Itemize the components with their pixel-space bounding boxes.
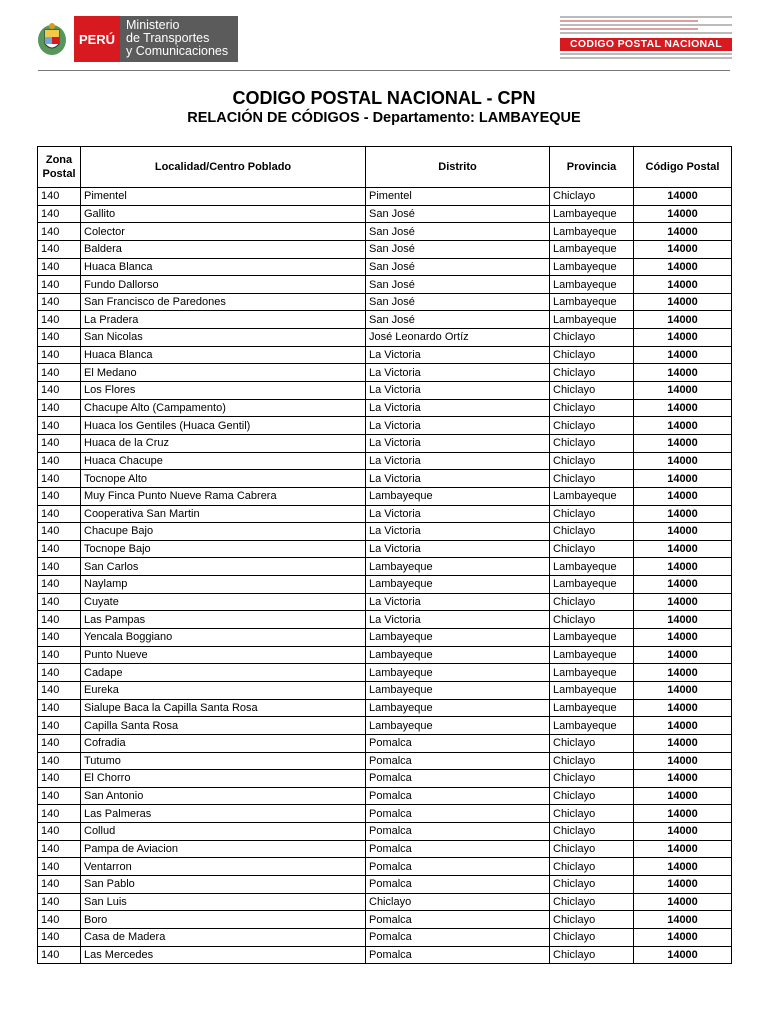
cell-provincia: Chiclayo: [550, 752, 634, 770]
cell-provincia: Chiclayo: [550, 734, 634, 752]
cell-codigo-postal: 14000: [634, 293, 732, 311]
cell-localidad: Cuyate: [81, 593, 366, 611]
cell-zona-postal: 140: [38, 293, 81, 311]
cell-distrito: La Victoria: [366, 470, 550, 488]
cell-localidad: Tutumo: [81, 752, 366, 770]
cell-zona-postal: 140: [38, 223, 81, 241]
cell-distrito: Pimentel: [366, 188, 550, 206]
cell-localidad: Colector: [81, 223, 366, 241]
cell-localidad: San Francisco de Paredones: [81, 293, 366, 311]
cell-codigo-postal: 14000: [634, 823, 732, 841]
cell-zona-postal: 140: [38, 717, 81, 735]
cell-provincia: Chiclayo: [550, 346, 634, 364]
cell-codigo-postal: 14000: [634, 487, 732, 505]
cell-zona-postal: 140: [38, 858, 81, 876]
cell-distrito: Pomalca: [366, 787, 550, 805]
cell-provincia: Lambayeque: [550, 717, 634, 735]
cell-distrito: Lambayeque: [366, 664, 550, 682]
table-row: [38, 946, 732, 964]
cell-provincia: Lambayeque: [550, 276, 634, 294]
cell-codigo-postal: 14000: [634, 311, 732, 329]
cell-distrito: San José: [366, 276, 550, 294]
cell-localidad: Boro: [81, 911, 366, 929]
cell-distrito: La Victoria: [366, 399, 550, 417]
cell-zona-postal: 140: [38, 276, 81, 294]
peru-label: PERÚ: [74, 16, 120, 62]
cell-provincia: Lambayeque: [550, 205, 634, 223]
cell-codigo-postal: 14000: [634, 875, 732, 893]
cell-codigo-postal: 14000: [634, 734, 732, 752]
cell-zona-postal: 140: [38, 382, 81, 400]
table-header-row: [38, 147, 732, 188]
cell-zona-postal: 140: [38, 593, 81, 611]
cell-distrito: Lambayeque: [366, 646, 550, 664]
cell-distrito: Lambayeque: [366, 699, 550, 717]
cell-zona-postal: 140: [38, 646, 81, 664]
table-row: [38, 276, 732, 294]
cell-codigo-postal: 14000: [634, 364, 732, 382]
table-row: [38, 681, 732, 699]
cell-provincia: Lambayeque: [550, 576, 634, 594]
cell-codigo-postal: 14000: [634, 505, 732, 523]
cell-codigo-postal: 14000: [634, 787, 732, 805]
cell-provincia: Lambayeque: [550, 558, 634, 576]
table-row: [38, 734, 732, 752]
table-row: [38, 205, 732, 223]
header-codigo-postal: Código Postal: [634, 147, 732, 188]
table-row: [38, 487, 732, 505]
cell-zona-postal: 140: [38, 611, 81, 629]
table-row: [38, 770, 732, 788]
cell-provincia: Lambayeque: [550, 681, 634, 699]
cell-codigo-postal: 14000: [634, 540, 732, 558]
cell-codigo-postal: 14000: [634, 646, 732, 664]
cell-codigo-postal: 14000: [634, 699, 732, 717]
cell-zona-postal: 140: [38, 523, 81, 541]
cell-distrito: Pomalca: [366, 875, 550, 893]
cell-zona-postal: 140: [38, 752, 81, 770]
cell-zona-postal: 140: [38, 188, 81, 206]
table-row: [38, 858, 732, 876]
cell-distrito: Pomalca: [366, 752, 550, 770]
cell-codigo-postal: 14000: [634, 593, 732, 611]
cell-distrito: La Victoria: [366, 434, 550, 452]
cell-localidad: Gallito: [81, 205, 366, 223]
cell-localidad: San Nicolas: [81, 329, 366, 347]
cell-zona-postal: 140: [38, 893, 81, 911]
cell-codigo-postal: 14000: [634, 205, 732, 223]
cell-zona-postal: 140: [38, 840, 81, 858]
cell-codigo-postal: 14000: [634, 576, 732, 594]
cell-localidad: Sialupe Baca la Capilla Santa Rosa: [81, 699, 366, 717]
cell-provincia: Lambayeque: [550, 646, 634, 664]
cell-localidad: Huaca los Gentiles (Huaca Gentil): [81, 417, 366, 435]
cell-localidad: Huaca Blanca: [81, 346, 366, 364]
cell-zona-postal: 140: [38, 258, 81, 276]
cell-distrito: Pomalca: [366, 840, 550, 858]
cell-provincia: Chiclayo: [550, 946, 634, 964]
table-body: [38, 188, 732, 964]
cell-distrito: Lambayeque: [366, 576, 550, 594]
cell-codigo-postal: 14000: [634, 928, 732, 946]
table-row: [38, 840, 732, 858]
header-localidad: Localidad/Centro Poblado: [81, 147, 366, 188]
table-row: [38, 505, 732, 523]
table-row: [38, 752, 732, 770]
cell-distrito: Pomalca: [366, 928, 550, 946]
table-row: [38, 452, 732, 470]
cell-distrito: San José: [366, 240, 550, 258]
cell-provincia: Chiclayo: [550, 470, 634, 488]
cell-zona-postal: 140: [38, 205, 81, 223]
cell-distrito: San José: [366, 205, 550, 223]
cell-zona-postal: 140: [38, 487, 81, 505]
cell-localidad: San Antonio: [81, 787, 366, 805]
table-row: [38, 470, 732, 488]
cell-distrito: La Victoria: [366, 346, 550, 364]
cell-localidad: Baldera: [81, 240, 366, 258]
cell-codigo-postal: 14000: [634, 664, 732, 682]
table-row: [38, 364, 732, 382]
cell-localidad: Naylamp: [81, 576, 366, 594]
cell-distrito: Lambayeque: [366, 629, 550, 647]
cell-localidad: Muy Finca Punto Nueve Rama Cabrera: [81, 487, 366, 505]
cell-zona-postal: 140: [38, 329, 81, 347]
cell-zona-postal: 140: [38, 434, 81, 452]
cell-localidad: Las Mercedes: [81, 946, 366, 964]
cell-codigo-postal: 14000: [634, 752, 732, 770]
cell-provincia: Chiclayo: [550, 823, 634, 841]
cell-distrito: Pomalca: [366, 823, 550, 841]
cell-codigo-postal: 14000: [634, 611, 732, 629]
cell-localidad: Collud: [81, 823, 366, 841]
cell-distrito: La Victoria: [366, 505, 550, 523]
cpn-badge: CODIGO POSTAL NACIONAL: [560, 38, 732, 51]
cell-distrito: La Victoria: [366, 382, 550, 400]
cell-codigo-postal: 14000: [634, 399, 732, 417]
cell-localidad: San Luis: [81, 893, 366, 911]
cell-zona-postal: 140: [38, 470, 81, 488]
cell-zona-postal: 140: [38, 346, 81, 364]
cell-provincia: Chiclayo: [550, 434, 634, 452]
cell-distrito: La Victoria: [366, 540, 550, 558]
table-row: [38, 382, 732, 400]
header-zona-postal: Zona Postal: [38, 147, 81, 188]
cell-localidad: Cooperativa San Martin: [81, 505, 366, 523]
cell-zona-postal: 140: [38, 558, 81, 576]
cell-codigo-postal: 14000: [634, 911, 732, 929]
table-row: [38, 629, 732, 647]
cell-codigo-postal: 14000: [634, 346, 732, 364]
cell-distrito: La Victoria: [366, 452, 550, 470]
cell-distrito: La Victoria: [366, 364, 550, 382]
header-divider: [38, 70, 730, 71]
cell-provincia: Lambayeque: [550, 311, 634, 329]
cell-zona-postal: 140: [38, 364, 81, 382]
cell-localidad: Pimentel: [81, 188, 366, 206]
cell-zona-postal: 140: [38, 664, 81, 682]
cell-localidad: Pampa de Aviacion: [81, 840, 366, 858]
cpn-logo-fine-print: [560, 16, 732, 38]
cpn-logo-fine-print-bottom: [560, 53, 732, 61]
cell-distrito: La Victoria: [366, 593, 550, 611]
cell-provincia: Lambayeque: [550, 487, 634, 505]
table-row: [38, 258, 732, 276]
cell-provincia: Chiclayo: [550, 805, 634, 823]
cell-distrito: Lambayeque: [366, 717, 550, 735]
cell-distrito: Pomalca: [366, 805, 550, 823]
table-row: [38, 875, 732, 893]
table-row: [38, 823, 732, 841]
cell-provincia: Chiclayo: [550, 505, 634, 523]
table-row: [38, 928, 732, 946]
table-row: [38, 346, 732, 364]
cell-provincia: Chiclayo: [550, 928, 634, 946]
table-row: [38, 523, 732, 541]
cell-provincia: Chiclayo: [550, 787, 634, 805]
cell-zona-postal: 140: [38, 311, 81, 329]
cell-zona-postal: 140: [38, 911, 81, 929]
cell-provincia: Chiclayo: [550, 417, 634, 435]
cell-distrito: Pomalca: [366, 946, 550, 964]
table-row: [38, 805, 732, 823]
ministry-logo: [30, 16, 238, 62]
table-row: [38, 699, 732, 717]
table-row: [38, 540, 732, 558]
table-row: [38, 646, 732, 664]
cell-localidad: Punto Nueve: [81, 646, 366, 664]
cell-codigo-postal: 14000: [634, 240, 732, 258]
cell-codigo-postal: 14000: [634, 858, 732, 876]
cell-provincia: Chiclayo: [550, 611, 634, 629]
cell-codigo-postal: 14000: [634, 840, 732, 858]
cell-codigo-postal: 14000: [634, 276, 732, 294]
page-header: [0, 0, 768, 80]
cell-distrito: Pomalca: [366, 911, 550, 929]
cell-provincia: Chiclayo: [550, 770, 634, 788]
table-row: [38, 664, 732, 682]
cell-localidad: Eureka: [81, 681, 366, 699]
table-row: [38, 188, 732, 206]
cell-localidad: San Carlos: [81, 558, 366, 576]
cell-localidad: Las Pampas: [81, 611, 366, 629]
cell-codigo-postal: 14000: [634, 681, 732, 699]
cell-distrito: Lambayeque: [366, 558, 550, 576]
cell-distrito: San José: [366, 293, 550, 311]
cell-distrito: La Victoria: [366, 523, 550, 541]
cell-localidad: Huaca de la Cruz: [81, 434, 366, 452]
cell-codigo-postal: 14000: [634, 434, 732, 452]
cell-localidad: Los Flores: [81, 382, 366, 400]
cell-codigo-postal: 14000: [634, 382, 732, 400]
cell-localidad: Tocnope Alto: [81, 470, 366, 488]
cell-localidad: La Pradera: [81, 311, 366, 329]
table-row: [38, 893, 732, 911]
cell-zona-postal: 140: [38, 452, 81, 470]
cell-distrito: Pomalca: [366, 770, 550, 788]
cell-codigo-postal: 14000: [634, 893, 732, 911]
cell-distrito: Chiclayo: [366, 893, 550, 911]
cell-provincia: Lambayeque: [550, 664, 634, 682]
cell-zona-postal: 140: [38, 805, 81, 823]
cell-codigo-postal: 14000: [634, 805, 732, 823]
cell-distrito: Lambayeque: [366, 487, 550, 505]
cell-provincia: Chiclayo: [550, 893, 634, 911]
cell-provincia: Chiclayo: [550, 523, 634, 541]
table-row: [38, 434, 732, 452]
cell-localidad: Casa de Madera: [81, 928, 366, 946]
cell-localidad: Capilla Santa Rosa: [81, 717, 366, 735]
cell-provincia: Chiclayo: [550, 540, 634, 558]
cell-codigo-postal: 14000: [634, 629, 732, 647]
table-row: [38, 223, 732, 241]
cell-provincia: Chiclayo: [550, 329, 634, 347]
cell-distrito: La Victoria: [366, 417, 550, 435]
cell-provincia: Chiclayo: [550, 399, 634, 417]
cell-zona-postal: 140: [38, 399, 81, 417]
cell-zona-postal: 140: [38, 240, 81, 258]
cell-provincia: Lambayeque: [550, 629, 634, 647]
cell-distrito: Pomalca: [366, 858, 550, 876]
cell-zona-postal: 140: [38, 734, 81, 752]
coat-of-arms-icon: [30, 16, 74, 62]
cell-codigo-postal: 14000: [634, 523, 732, 541]
cell-localidad: Chacupe Alto (Campamento): [81, 399, 366, 417]
cell-zona-postal: 140: [38, 787, 81, 805]
table-row: [38, 717, 732, 735]
header-distrito: Distrito: [366, 147, 550, 188]
cell-provincia: Lambayeque: [550, 223, 634, 241]
cell-distrito: San José: [366, 258, 550, 276]
cell-provincia: Lambayeque: [550, 293, 634, 311]
cell-provincia: Chiclayo: [550, 593, 634, 611]
postal-codes-table: [37, 146, 732, 964]
cell-codigo-postal: 14000: [634, 329, 732, 347]
cell-provincia: Lambayeque: [550, 258, 634, 276]
cell-codigo-postal: 14000: [634, 188, 732, 206]
cell-distrito: La Victoria: [366, 611, 550, 629]
table-row: [38, 293, 732, 311]
cell-provincia: Chiclayo: [550, 382, 634, 400]
cell-zona-postal: 140: [38, 823, 81, 841]
table-row: [38, 329, 732, 347]
cell-codigo-postal: 14000: [634, 452, 732, 470]
cell-codigo-postal: 14000: [634, 258, 732, 276]
page-subtitle: RELACIÓN DE CÓDIGOS - Departamento: LAMBAYEQUE: [187, 110, 581, 126]
header-provincia: Provincia: [550, 147, 634, 188]
cell-localidad: Tocnope Bajo: [81, 540, 366, 558]
ministry-name: Ministerio de Transportes y Comunicaciones: [120, 16, 238, 62]
cell-zona-postal: 140: [38, 928, 81, 946]
table-row: [38, 558, 732, 576]
cell-provincia: Chiclayo: [550, 452, 634, 470]
cell-codigo-postal: 14000: [634, 223, 732, 241]
cell-distrito: San José: [366, 223, 550, 241]
cell-provincia: Chiclayo: [550, 840, 634, 858]
cell-localidad: Cofradia: [81, 734, 366, 752]
cell-localidad: Cadape: [81, 664, 366, 682]
cell-zona-postal: 140: [38, 417, 81, 435]
cell-provincia: Chiclayo: [550, 858, 634, 876]
cell-codigo-postal: 14000: [634, 770, 732, 788]
cell-codigo-postal: 14000: [634, 470, 732, 488]
cell-localidad: San Pablo: [81, 875, 366, 893]
table-row: [38, 611, 732, 629]
cell-localidad: Yencala Boggiano: [81, 629, 366, 647]
cpn-logo: [560, 16, 732, 62]
cell-zona-postal: 140: [38, 540, 81, 558]
cell-provincia: Lambayeque: [550, 240, 634, 258]
table-row: [38, 576, 732, 594]
table-row: [38, 787, 732, 805]
table-row: [38, 311, 732, 329]
cell-provincia: Chiclayo: [550, 911, 634, 929]
cell-zona-postal: 140: [38, 770, 81, 788]
cell-localidad: Huaca Chacupe: [81, 452, 366, 470]
table-row: [38, 593, 732, 611]
cell-zona-postal: 140: [38, 629, 81, 647]
cell-codigo-postal: 14000: [634, 558, 732, 576]
table-row: [38, 911, 732, 929]
cell-zona-postal: 140: [38, 505, 81, 523]
cell-provincia: Lambayeque: [550, 699, 634, 717]
cell-distrito: José Leonardo Ortíz: [366, 329, 550, 347]
cell-localidad: Ventarron: [81, 858, 366, 876]
cell-codigo-postal: 14000: [634, 946, 732, 964]
cell-zona-postal: 140: [38, 576, 81, 594]
cell-provincia: Chiclayo: [550, 875, 634, 893]
cell-localidad: El Chorro: [81, 770, 366, 788]
cell-localidad: Fundo Dallorso: [81, 276, 366, 294]
cell-zona-postal: 140: [38, 699, 81, 717]
cell-provincia: Chiclayo: [550, 188, 634, 206]
cell-zona-postal: 140: [38, 875, 81, 893]
table-row: [38, 399, 732, 417]
page-title: CODIGO POSTAL NACIONAL - CPN: [232, 88, 536, 108]
table-row: [38, 417, 732, 435]
cell-localidad: El Medano: [81, 364, 366, 382]
cell-localidad: Las Palmeras: [81, 805, 366, 823]
table-row: [38, 240, 732, 258]
cell-zona-postal: 140: [38, 681, 81, 699]
cell-localidad: Chacupe Bajo: [81, 523, 366, 541]
cell-codigo-postal: 14000: [634, 417, 732, 435]
cell-localidad: Huaca Blanca: [81, 258, 366, 276]
cell-distrito: Pomalca: [366, 734, 550, 752]
cell-distrito: Lambayeque: [366, 681, 550, 699]
cell-codigo-postal: 14000: [634, 717, 732, 735]
cell-distrito: San José: [366, 311, 550, 329]
cell-zona-postal: 140: [38, 946, 81, 964]
cell-provincia: Chiclayo: [550, 364, 634, 382]
